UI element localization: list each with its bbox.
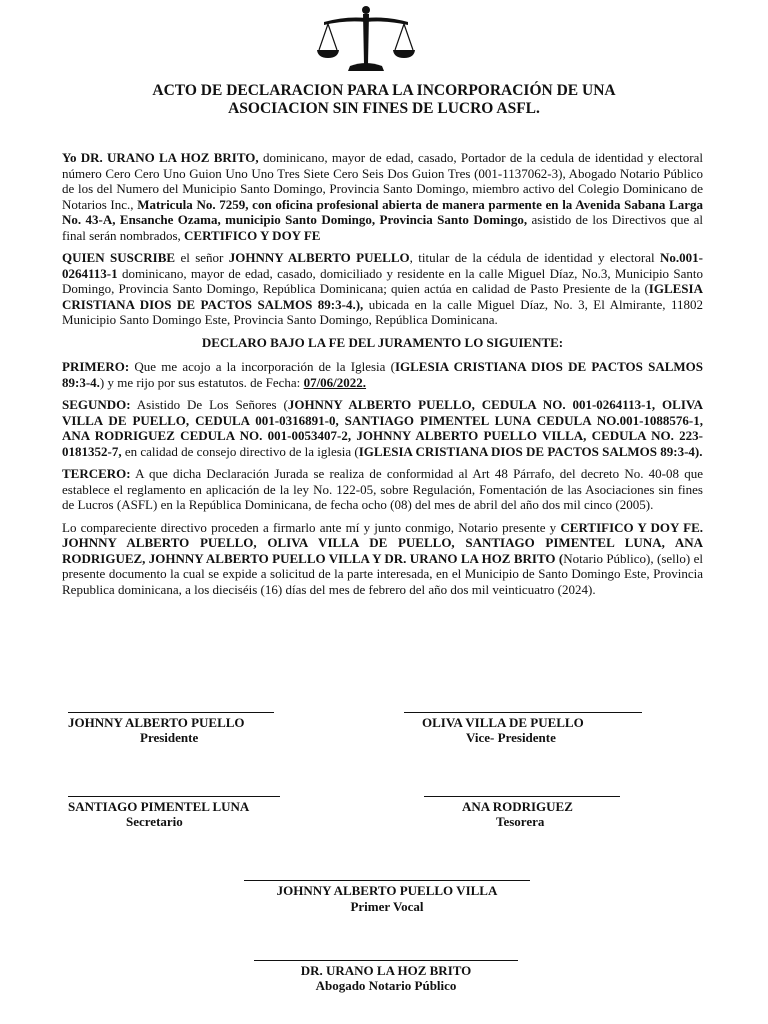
- signature-block: [68, 712, 274, 745]
- signer-name: ANA RODRIGUEZ: [462, 799, 573, 814]
- signer-name: JOHNNY ALBERTO PUELLO: [68, 715, 245, 730]
- paragraph-tercero: [62, 466, 703, 513]
- p5-text-b: A que dicha Declaración Jurada se realiza de conformidad al Art 48 Párrafo, del decreto No. 40-08 que establece el reglamento en aplicación de la ley No. 122-05, sobre Regulación, Fomentación de las Asociaciones sin fines de Lucros (ASFL) en la República Dominicana, de fecha ocho (08) del mes de abril del año dos mil cinco (2005).: [62, 466, 703, 512]
- document-title: [60, 82, 708, 118]
- notary-office: Matricula No. 7259, con oficina profesional abierta de manera parmente en la Avenida Sabana Larga No. 43-A, Ensanche Ozama, municipio Santo Domingo, Provincia Santo Domingo,: [62, 196, 703, 227]
- signature-block: [404, 712, 642, 745]
- signature-line: [424, 796, 620, 797]
- paragraph-closing: [62, 520, 703, 598]
- segundo-label: SEGUNDO:: [62, 397, 131, 412]
- paragraph-segundo: [62, 397, 703, 459]
- p4-text-b: Asistido De Los Señores (: [130, 397, 288, 412]
- certifico-text: CERTIFICO Y DOY FE: [184, 227, 321, 243]
- signature-line: [254, 960, 518, 961]
- signer-name: OLIVA VILLA DE PUELLO: [422, 715, 584, 730]
- signer-name: JOHNNY ALBERTO PUELLO VILLA: [276, 883, 498, 898]
- declarant-id: No.001-0264113-1: [62, 250, 703, 281]
- p3-text-b: Que me acojo a la incorporación de la Iglesia (: [129, 359, 395, 374]
- signer-name: SANTIAGO PIMENTEL LUNA: [68, 799, 250, 814]
- signer-role: Primer Vocal: [350, 899, 424, 914]
- board-members-list: JOHNNY ALBERTO PUELLO, CEDULA NO. 001-0264113-1, OLIVA VILLA DE PUELLO, CEDULA 001-0316891-0, SANTIAGO PIMENTEL LUNA CEDULA NO.001-1088576-1, ANA RODRIGUEZ CEDULA NO. 001-0053407-2, JOHNNY ALBERTO PUELLO VILLA, CEDULA NO. 223-0181352-7,: [62, 397, 703, 459]
- primero-label: PRIMERO:: [62, 359, 130, 374]
- signer-role: Tesorera: [496, 814, 545, 829]
- quien-suscribe-label: QUIEN SUSCRIBE: [62, 250, 176, 265]
- declaration-heading: DECLARO BAJO LA FE DEL JURAMENTO LO SIGUIENTE:: [201, 334, 564, 350]
- p3-text-d: ) y me rijo por sus estatutos. de Fecha:: [99, 374, 304, 390]
- p6-text-c: Notario Público), (sello) el presente documento la cual se expide a solicitud de la parte interesada, en el Municipio de Santo Domingo Este, Provincia Republica dominicana, a los dieciséis (16) días del mes de febrero del año dos mil veinticuatro (2024).: [62, 550, 703, 597]
- p2-text-h: ubicada en la calle Miguel Díaz, No. 3, El Almirante, 11802 Municipio Santo Domingo Este, Provincia Santo Domingo, República Dominicana.: [62, 296, 703, 327]
- p4-text-d: en calidad de consejo directivo de la iglesia (: [121, 443, 359, 459]
- p3-church-name: IGLESIA CRISTIANA DIOS DE PACTOS SALMOS 89:3-4.: [62, 359, 703, 390]
- signature-line: [68, 796, 280, 797]
- paragraph-notary-intro: [62, 150, 703, 243]
- declarant-name: JOHNNY ALBERTO PUELLO: [228, 250, 410, 265]
- signature-line: [244, 880, 530, 881]
- p2-text-f: dominicano, mayor de edad, casado, domiciliado y residente en la calle Miguel Díaz, No.3, Municipio Santo Domingo, Provincia Santo Domingo, República Dominicana; quien actúa en calidad de Pasto Presiente de la (: [62, 265, 703, 296]
- notary-name: Yo DR. URANO LA HOZ BRITO,: [62, 150, 259, 165]
- signer-role: Vice- Presidente: [466, 730, 556, 745]
- paragraph-quien-suscribe: [62, 250, 703, 328]
- p6-text-a: Lo compareciente directivo proceden a firmarlo ante mí y junto conmigo, Notario presente y: [62, 519, 561, 535]
- p2-text-d: , titular de la cédula de identidad y electoral: [409, 250, 661, 265]
- church-name: IGLESIA CRISTIANA DIOS DE PACTOS SALMOS 89:3-4.),: [62, 281, 703, 312]
- signature-block: [244, 880, 530, 914]
- signature-block: [68, 796, 280, 829]
- notary-details: dominicano, mayor de edad, casado, Portador de la cedula de identidad y electoral número Cero Cero Uno Guion Uno Uno Tres Siete Cero Seis Dos Guion Tres (001-1137062-3), Abogado Notario Público de los del Numero del Municipio Santo Domingo, Provincia Santo Domingo, miembro activo del Colegio Dominicano de Notarios Inc.,: [62, 150, 703, 212]
- signer-name: DR. URANO LA HOZ BRITO: [300, 963, 472, 978]
- p4-church-name: IGLESIA CRISTIANA DIOS DE PACTOS SALMOS 89:3-4).: [358, 443, 703, 459]
- signature-line: [404, 712, 642, 713]
- p6-certifico-names: CERTIFICO Y DOY FE. JOHNNY ALBERTO PUELLO, OLIVA VILLA DE PUELLO, SANTIAGO PIMENTEL LUNA, ANA RODRIGUEZ, JOHNNY ALBERTO PUELLO VILLA Y DR. URANO LA HOZ BRITO (: [62, 519, 704, 566]
- signer-role: Abogado Notario Público: [315, 978, 457, 993]
- title-line-1: ACTO DE DECLARACION PARA LA INCORPORACIÓN DE UNA: [152, 82, 616, 99]
- signature-line: [68, 712, 274, 713]
- paragraph-primero: [62, 359, 703, 390]
- notary-assisted: asistido de los Directivos que al final serán nombrados,: [62, 212, 704, 243]
- tercero-label: TERCERO:: [62, 466, 131, 481]
- scales-of-justice-icon: [316, 4, 416, 76]
- signature-block: [254, 960, 518, 993]
- title-line-2: ASOCIACION SIN FINES DE LUCRO ASFL.: [228, 100, 540, 117]
- signer-role: Secretario: [126, 814, 183, 829]
- signature-block: [424, 796, 620, 829]
- signer-role: Presidente: [140, 730, 199, 745]
- statutes-date: 07/06/2022.: [303, 374, 367, 390]
- p2-text-b: el señor: [175, 250, 229, 265]
- document-body: [62, 150, 703, 604]
